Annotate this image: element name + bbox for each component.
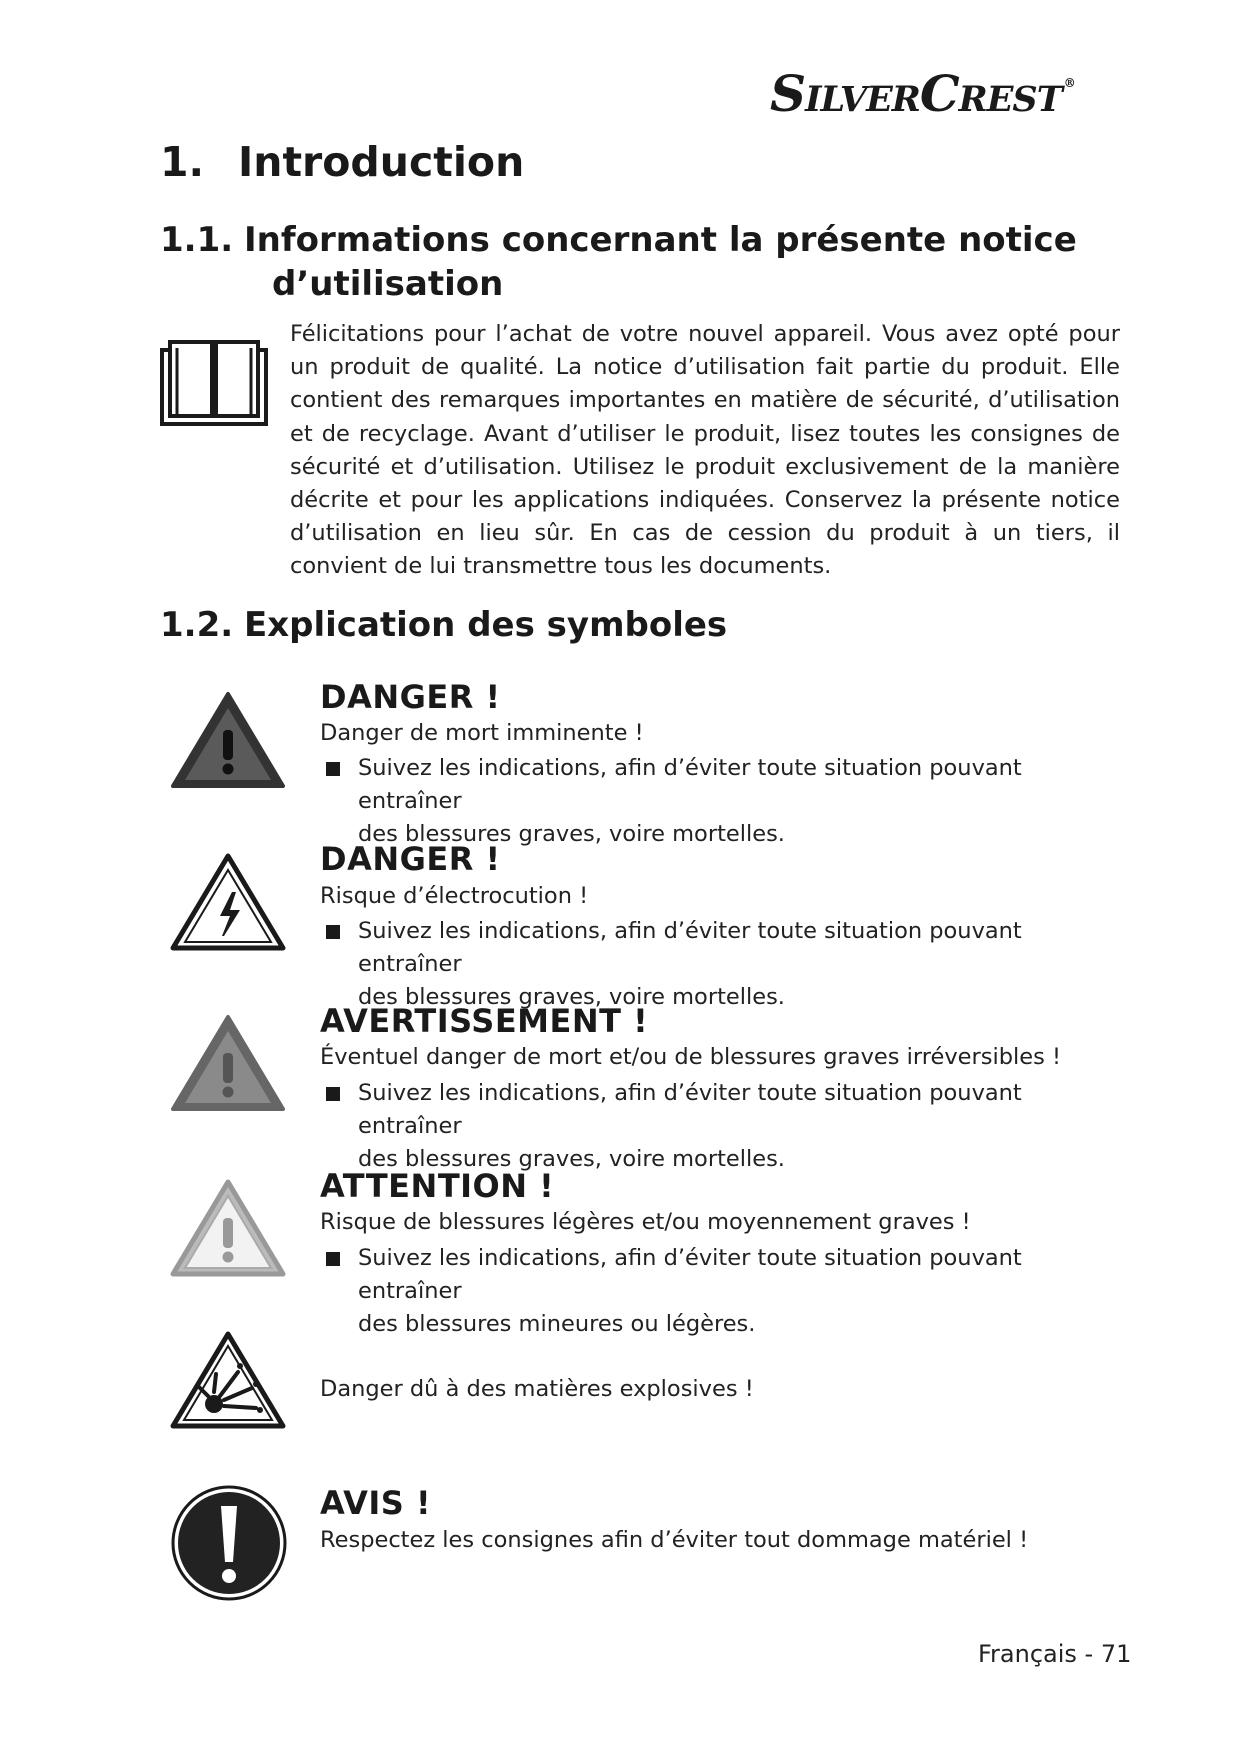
symbol-subtitle: Risque d’électrocution ! [320,883,589,909]
symbol-subtitle: Danger de mort imminente ! [320,720,644,746]
section-number: 1.2. [160,605,234,645]
section-heading-1-1 [160,218,1077,262]
brand-logo-text: SilverCrest [770,64,1062,123]
chapter-heading [160,138,524,186]
electric-shock-icon [170,852,286,952]
section-title-line1: Informations concernant la présente notice [244,220,1077,260]
caution-icon [170,1178,286,1278]
symbol-title: AVERTISSEMENT ! [320,1002,649,1040]
section-title-line2: d’utilisation [272,264,504,304]
symbol-title: DANGER ! [320,678,501,716]
symbol-title: AVIS ! [320,1484,432,1522]
symbol-bullet: Suivez les indications, afin d’éviter toute situation pouvant entraîner des blessures graves, voire mortelles. [320,752,1120,851]
warning-icon [170,1013,286,1113]
intro-paragraph: Félicitations pour l’achat de votre nouvel appareil. Vous avez opté pour un produit de qualité. La notice d’utilisation fait partie du produit. Elle contient des remarques importantes en matière de sécurité, d’utilisation et de recyclage. Avant d’utiliser le produit, lisez toutes les consignes de sécurité et d’utilisation. Utilisez le produit exclusivement de la manière décrite et pour les applications indiquées. Conservez la présente notice d’utilisation en lieu sûr. En cas de cession du produit à un tiers, il convient de lui transmettre tous les documents. [290,321,1120,580]
symbol-subtitle: Danger dû à des matières explosives ! [320,1376,754,1402]
page-number: Français - 71 [978,1640,1132,1668]
symbol-subtitle: Risque de blessures légères et/ou moyennement graves ! [320,1209,971,1235]
open-book-icon [160,336,268,428]
bullet-square-icon [326,762,340,776]
section-number: 1.1. [160,220,234,260]
brand-logo [770,64,1075,123]
symbol-title: ATTENTION ! [320,1167,555,1205]
section-title: Explication des symboles [244,605,728,645]
bullet-square-icon [326,925,340,939]
explosive-icon [170,1330,286,1430]
symbol-bullet: Suivez les indications, afin d’éviter toute situation pouvant entraîner des blessures mineures ou légères. [320,1242,1120,1341]
symbol-bullet: Suivez les indications, afin d’éviter toute situation pouvant entraîner des blessures graves, voire mortelles. [320,1077,1120,1176]
danger-warning-icon [170,690,286,790]
symbol-bullet: Suivez les indications, afin d’éviter toute situation pouvant entraîner des blessures graves, voire mortelles. [320,915,1120,1014]
symbol-subtitle: Éventuel danger de mort et/ou de blessures graves irréversibles ! [320,1044,1061,1070]
section-heading-1-1-cont [272,262,503,306]
registered-mark: ® [1063,76,1075,90]
chapter-number: 1. [160,138,205,186]
symbol-subtitle: Respectez les consignes afin d’éviter tout dommage matériel ! [320,1527,1029,1553]
bullet-square-icon [326,1252,340,1266]
bullet-square-icon [326,1087,340,1101]
symbol-title: DANGER ! [320,840,501,878]
section-heading-1-2 [160,603,727,647]
notice-exclamation-icon [170,1484,288,1602]
chapter-title: Introduction [238,138,525,186]
